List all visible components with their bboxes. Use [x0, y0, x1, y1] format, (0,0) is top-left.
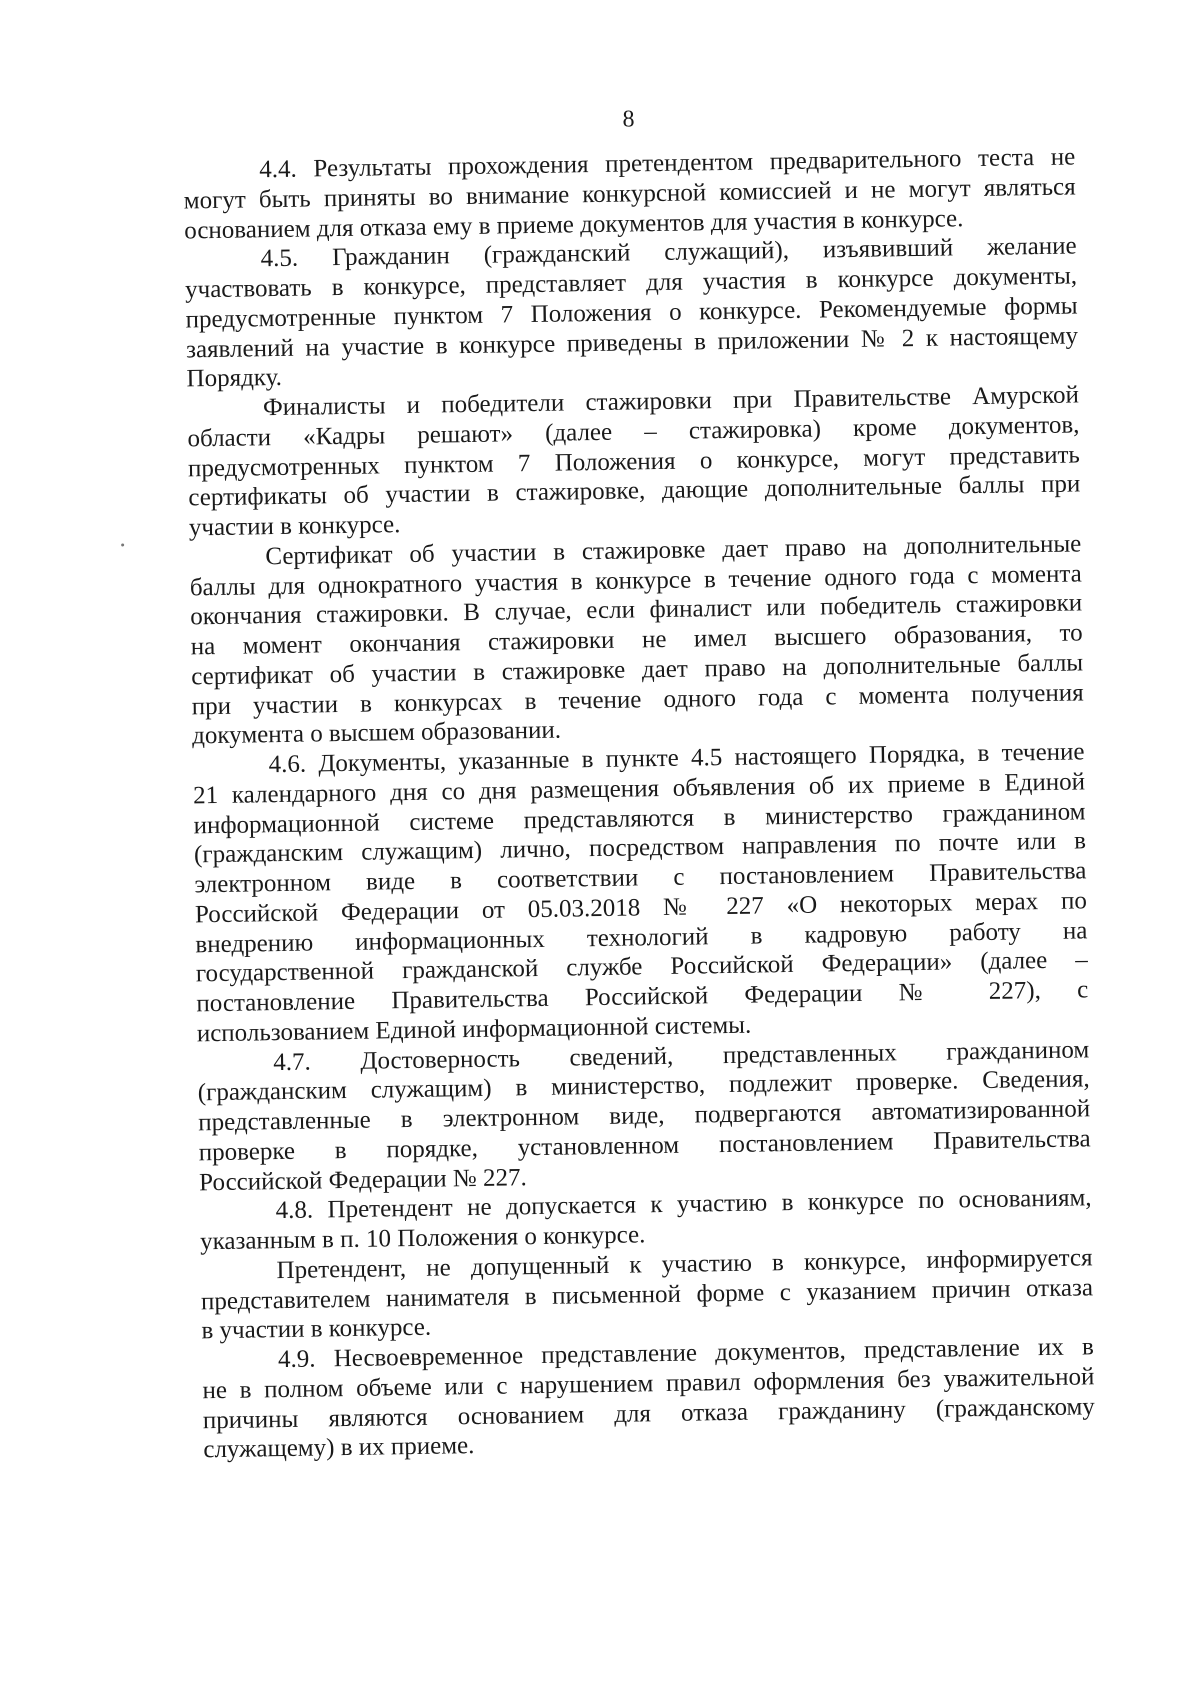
text-line: заявлений на участие в конкурсе приведены в приложении № 2 к настоящему [185, 321, 1079, 363]
text-line: Порядку. [186, 364, 283, 393]
text-line: Сертификат об участии в стажировке дает право на дополнительные [265, 530, 1082, 571]
text-line: при участии в конкурсах в течение одного года с момента получения [191, 678, 1084, 720]
text-line: участии в конкурсе. [188, 511, 401, 542]
text-line: использованием Единой информационной системы. [196, 1011, 752, 1048]
text-line: представителем нанимателя в письменной форме с указанием причин отказа [200, 1273, 1094, 1315]
text-line: проверке в порядке, установленном постановлением Правительства [198, 1125, 1091, 1167]
text-line: (гражданским служащим) в министерство, подлежит проверке. Сведения, [197, 1065, 1090, 1107]
text-line: участвовать в конкурсе, представляет для участия в конкурсе документы, [184, 262, 1078, 304]
scan-speck [121, 543, 124, 546]
text-line: постановление Правительства Российской Федерации № 227), с [196, 976, 1089, 1018]
text-line: Российской Федерации № 227. [198, 1163, 527, 1196]
text-line: государственной гражданской службе Российской Федерации» (далее – [195, 946, 1089, 988]
text-line: Претендент, не допущенный к участию в конкурсе, информируется [276, 1244, 1093, 1284]
text-line: причины являются основанием для отказа гражданину (гражданскому [202, 1392, 1096, 1434]
text-line: 4.9. Несвоевременное представление документов, представление их в [277, 1333, 1095, 1374]
text-line: предусмотренные пунктом 7 Положения о конкурсе. Рекомендуемые формы [185, 292, 1078, 334]
text-line: Российской Федерации от 05.03.2018 № 227 «О некоторых мерах по [194, 887, 1088, 929]
text-line: могут быть приняты во внимание конкурсной комиссией и не могут являться [183, 173, 1076, 215]
text-line: основанием для отказа ему в приеме документов для участия в конкурсе. [184, 204, 964, 244]
text-line: информационной системе представляются в министерство гражданином [193, 797, 1086, 839]
text-line: внедрению информационных технологий в кадровую работу на [195, 916, 1088, 958]
text-line: баллы для однократного участия в конкурсе в течение одного года с момента [189, 559, 1082, 601]
text-line: (гражданским служащим) лично, посредством направления по почте или в [193, 827, 1087, 869]
text-line: служащему) в их приеме. [203, 1432, 475, 1464]
text-line: Финалисты и победители стажировки при Правительстве Амурской [262, 381, 1080, 422]
text-line: сертификат об участии в стажировке дает право на дополнительные баллы [191, 649, 1084, 691]
text-line: 4.7. Достоверность сведений, представленных гражданином [273, 1035, 1090, 1076]
text-line: на момент окончания стажировки не имел высшего образования, то [190, 619, 1083, 661]
text-line: сертификаты об участии в стажировке, дающие дополнительные баллы при [188, 470, 1081, 512]
text-line: предусмотренных пунктом 7 Положения о конкурсе, могут представить [187, 440, 1081, 482]
text-line: в участии в конкурсе. [201, 1314, 432, 1345]
text-line: представленные в электронном виде, подвергаются автоматизированной [198, 1095, 1091, 1137]
text-line: 4.5. Гражданин (гражданский служащий), изъявивший желание [260, 232, 1077, 273]
text-line: 4.8. Претендент не допускается к участию в конкурсе по основаниям, [275, 1184, 1092, 1225]
text-line: 4.6. Документы, указанные в пункте 4.5 настоящего Порядка, в течение [268, 738, 1085, 779]
page-number: 8 [622, 106, 635, 133]
text-line: документа о высшем образовании. [191, 716, 562, 750]
text-line: указанным в п. 10 Положения о конкурсе. [199, 1221, 646, 1256]
text-line: 21 календарного дня со дня размещения объявления об их приеме в Единой [192, 768, 1086, 810]
text-line: области «Кадры решают» (далее – стажировка) кроме документов, [187, 411, 1080, 453]
text-line: не в полном объеме или с нарушением правил оформления без уважительной [202, 1363, 1095, 1405]
text-line: 4.4. Результаты прохождения претендентом предварительного теста не [259, 143, 1076, 184]
text-line: окончания стажировки. В случае, если финалист или победитель стажировки [190, 589, 1083, 631]
text-line: электронном виде в соответствии с постановлением Правительства [194, 857, 1087, 899]
